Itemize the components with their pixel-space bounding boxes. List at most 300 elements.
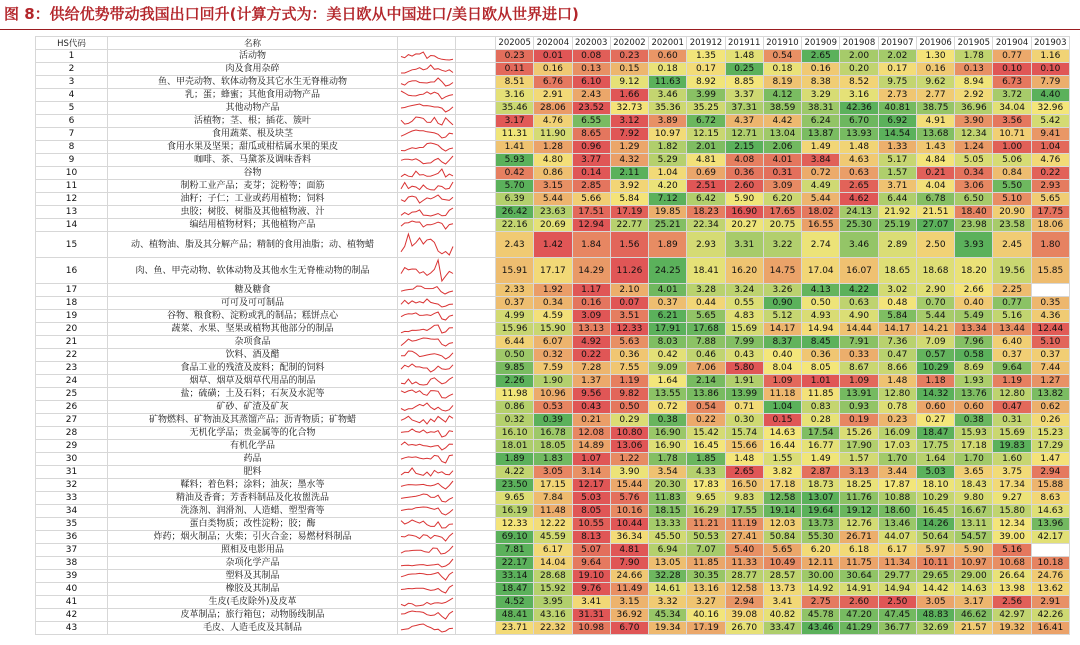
value-cell: 7.99: [725, 336, 763, 349]
sparkline: [398, 206, 456, 218]
value-cell: 32.73: [610, 102, 648, 115]
col-header-period: 201906: [916, 37, 954, 50]
sparkline: [398, 336, 456, 348]
value-cell: 15.23: [1031, 427, 1069, 440]
value-cell: 48.41: [496, 609, 534, 622]
value-cell: 29.77: [878, 570, 916, 583]
spacer-cell: [456, 479, 496, 492]
value-cell: 9.27: [993, 492, 1031, 505]
value-cell: 0.23: [878, 414, 916, 427]
product-name-cell: 照相及电影用品: [108, 544, 398, 557]
value-cell: 12.34: [955, 128, 993, 141]
value-cell: 18.02: [802, 206, 840, 219]
value-cell: 14.17: [763, 323, 801, 336]
value-cell: 0.60: [955, 401, 993, 414]
spacer-cell: [456, 427, 496, 440]
sparkline: [398, 167, 456, 179]
value-cell: 16.45: [687, 440, 725, 453]
value-cell: 10.96: [534, 388, 572, 401]
value-cell: 5.44: [534, 193, 572, 206]
value-cell: 5.84: [878, 310, 916, 323]
sparkline-path: [401, 104, 453, 112]
spacer-cell: [456, 50, 496, 63]
spacer-cell: [456, 232, 496, 258]
value-cell: 17.90: [840, 440, 878, 453]
value-cell: 9.56: [572, 388, 610, 401]
value-cell: 14.21: [916, 323, 954, 336]
spacer-cell: [456, 440, 496, 453]
value-cell: 1.60: [993, 453, 1031, 466]
value-cell: 1.84: [572, 232, 610, 258]
value-cell: 14.94: [878, 583, 916, 596]
value-cell: 2.50: [916, 232, 954, 258]
value-cell: 0.21: [572, 414, 610, 427]
value-cell: 0.54: [763, 50, 801, 63]
value-cell: 14.92: [802, 583, 840, 596]
value-cell: 36.92: [610, 609, 648, 622]
value-cell: 0.78: [878, 401, 916, 414]
value-cell: 17.83: [687, 479, 725, 492]
value-cell: 22.34: [687, 219, 725, 232]
value-cell: 17.19: [610, 206, 648, 219]
value-cell: 13.76: [955, 388, 993, 401]
sparkline-path: [401, 481, 453, 489]
value-cell: 7.59: [534, 362, 572, 375]
value-cell: 16.77: [802, 440, 840, 453]
trend-sparkline-cell: [398, 609, 456, 622]
value-cell: 8.85: [725, 76, 763, 89]
value-cell: 6.44: [496, 336, 534, 349]
value-cell: 24.66: [610, 570, 648, 583]
sparkline-path: [401, 598, 453, 606]
value-cell: 0.13: [955, 63, 993, 76]
product-name-cell: 编结用植物材料；其他植物产品: [108, 219, 398, 232]
value-cell: 1.48: [725, 50, 763, 63]
value-cell: 7.96: [955, 336, 993, 349]
value-cell: 8.45: [802, 336, 840, 349]
hs-code-cell: 16: [36, 258, 108, 284]
value-cell: 6.72: [687, 115, 725, 128]
value-cell: 17.54: [802, 427, 840, 440]
value-cell: 50.84: [763, 531, 801, 544]
value-cell: 3.02: [878, 284, 916, 297]
trend-sparkline-cell: [398, 349, 456, 362]
value-cell: 5.80: [725, 362, 763, 375]
value-cell: 19.12: [840, 505, 878, 518]
value-cell: 3.22: [763, 232, 801, 258]
value-cell: 9.64: [572, 557, 610, 570]
value-cell: 14.54: [878, 128, 916, 141]
col-header-period: 201905: [955, 37, 993, 50]
value-cell: 3.16: [496, 89, 534, 102]
table-row: [36, 466, 1070, 479]
product-name-cell: 食用蔬菜、根及块茎: [108, 128, 398, 141]
value-cell: 6.10: [572, 76, 610, 89]
value-cell: 12.11: [802, 557, 840, 570]
value-cell: 0.43: [572, 401, 610, 414]
value-cell: 4.90: [840, 310, 878, 323]
value-cell: 7.06: [687, 362, 725, 375]
value-cell: 0.38: [649, 414, 687, 427]
table-row: [36, 596, 1070, 609]
col-header-period: 202004: [534, 37, 572, 50]
value-cell: 45.34: [649, 609, 687, 622]
product-name-cell: 矿物燃料、矿物油及其蒸馏产品；沥青物质；矿物蜡: [108, 414, 398, 427]
sparkline: [398, 609, 456, 621]
spacer-cell: [456, 219, 496, 232]
trend-sparkline-cell: [398, 440, 456, 453]
value-cell: 15.88: [1031, 479, 1069, 492]
table-row: [36, 258, 1070, 284]
value-cell: 16.67: [955, 505, 993, 518]
value-cell: 0.18: [649, 63, 687, 76]
value-cell: 10.55: [572, 518, 610, 531]
value-cell: 24.76: [1031, 570, 1069, 583]
table-row: [36, 531, 1070, 544]
trend-sparkline-cell: [398, 63, 456, 76]
table-row: [36, 310, 1070, 323]
value-cell: 4.33: [687, 466, 725, 479]
value-cell: 0.07: [610, 297, 648, 310]
value-cell: 18.10: [916, 479, 954, 492]
value-cell: 21.57: [955, 622, 993, 635]
table-row: [36, 167, 1070, 180]
value-cell: 12.58: [725, 583, 763, 596]
table-row: [36, 115, 1070, 128]
value-cell: 0.29: [610, 414, 648, 427]
value-cell: 0.40: [763, 349, 801, 362]
col-header-period: 201911: [725, 37, 763, 50]
value-cell: 12.33: [496, 518, 534, 531]
product-name-cell: 塑料及其制品: [108, 570, 398, 583]
value-cell: 3.75: [993, 466, 1031, 479]
sparkline: [398, 193, 456, 205]
value-cell: 50.53: [687, 531, 725, 544]
product-name-cell: 生皮(毛皮除外)及皮革: [108, 596, 398, 609]
spacer-cell: [456, 609, 496, 622]
value-cell: 13.98: [993, 583, 1031, 596]
product-name-cell: 鱼、甲壳动物、软体动物及其它水生无脊椎动物: [108, 76, 398, 89]
spacer-cell: [456, 284, 496, 297]
value-cell: 39.00: [993, 531, 1031, 544]
value-cell: 11.83: [649, 492, 687, 505]
value-cell: 3.41: [572, 596, 610, 609]
table-row: [36, 154, 1070, 167]
sparkline: [398, 141, 456, 153]
value-cell: 8.69: [955, 362, 993, 375]
sparkline: [398, 76, 456, 88]
spacer-cell: [456, 362, 496, 375]
product-name-cell: 饮料、酒及醋: [108, 349, 398, 362]
table-row: [36, 180, 1070, 193]
value-cell: 0.08: [572, 50, 610, 63]
table-row: [36, 349, 1070, 362]
value-cell: 23.63: [534, 206, 572, 219]
trend-sparkline-cell: [398, 388, 456, 401]
col-header-period: 201909: [802, 37, 840, 50]
value-cell: 5.90: [725, 193, 763, 206]
value-cell: 4.37: [725, 115, 763, 128]
value-cell: 13.73: [763, 583, 801, 596]
value-cell: 8.65: [572, 128, 610, 141]
sparkline: [398, 544, 456, 556]
value-cell: 17.55: [725, 505, 763, 518]
trend-sparkline-cell: [398, 323, 456, 336]
value-cell: 12.34: [993, 518, 1031, 531]
value-cell: 26.70: [725, 622, 763, 635]
header-row: [36, 37, 1070, 50]
value-cell: 0.44: [687, 297, 725, 310]
value-cell: 10.16: [610, 505, 648, 518]
product-name-cell: 橡胶及其制品: [108, 583, 398, 596]
value-cell: 2.93: [687, 232, 725, 258]
value-cell: 3.32: [649, 596, 687, 609]
value-cell: 0.36: [610, 349, 648, 362]
value-cell: 3.46: [840, 232, 878, 258]
value-cell: 0.16: [534, 63, 572, 76]
value-cell: 1.01: [802, 375, 840, 388]
value-cell: 5.65: [763, 544, 801, 557]
value-cell: 3.46: [649, 89, 687, 102]
value-cell: 20.75: [763, 219, 801, 232]
trend-sparkline-cell: [398, 518, 456, 531]
table-row: [36, 609, 1070, 622]
value-cell: 0.32: [534, 349, 572, 362]
value-cell: 15.85: [1031, 258, 1069, 284]
value-cell: 13.99: [725, 388, 763, 401]
value-cell: 9.65: [687, 492, 725, 505]
sparkline: [398, 375, 456, 387]
spacer-cell: [456, 102, 496, 115]
value-cell: 2.56: [993, 596, 1031, 609]
value-cell: 7.79: [1031, 76, 1069, 89]
col-header-name: 名称: [108, 37, 398, 50]
sparkline-path: [401, 91, 453, 99]
value-cell: 31.31: [572, 609, 610, 622]
value-cell: 23.71: [496, 622, 534, 635]
value-cell: 0.77: [993, 297, 1031, 310]
value-cell: 6.92: [878, 115, 916, 128]
value-cell: 7.12: [649, 193, 687, 206]
sparkline-path: [401, 455, 453, 463]
hs-code-cell: 3: [36, 76, 108, 89]
value-cell: 11.75: [840, 557, 878, 570]
spacer-cell: [456, 63, 496, 76]
value-cell: 0.43: [725, 349, 763, 362]
sparkline: [398, 362, 456, 374]
value-cell: 0.30: [725, 414, 763, 427]
value-cell: 36.34: [610, 531, 648, 544]
sparkline-path: [401, 364, 453, 372]
product-name-cell: 皮革制品；旅行箱包；动物肠线制品: [108, 609, 398, 622]
trend-sparkline-cell: [398, 219, 456, 232]
value-cell: 4.59: [534, 310, 572, 323]
value-cell: 14.29: [572, 258, 610, 284]
value-cell: 11.76: [840, 492, 878, 505]
value-cell: 0.86: [496, 401, 534, 414]
value-cell: 0.33: [840, 349, 878, 362]
value-cell: 2.92: [955, 89, 993, 102]
value-cell: 4.80: [534, 154, 572, 167]
value-cell: 2.91: [534, 89, 572, 102]
value-cell: 5.44: [916, 310, 954, 323]
value-cell: 5.90: [955, 544, 993, 557]
value-cell: 13.91: [840, 388, 878, 401]
value-cell: 3.27: [687, 596, 725, 609]
value-cell: 7.91: [840, 336, 878, 349]
value-cell: 11.85: [687, 557, 725, 570]
sparkline: [398, 492, 456, 504]
value-cell: 20.30: [649, 479, 687, 492]
value-cell: 21.51: [916, 206, 954, 219]
value-cell: 26.71: [840, 531, 878, 544]
value-cell: 13.62: [1031, 583, 1069, 596]
spacer-cell: [456, 466, 496, 479]
value-cell: 17.65: [763, 206, 801, 219]
value-cell: 0.86: [534, 167, 572, 180]
trend-sparkline-cell: [398, 89, 456, 102]
value-cell: 45.50: [649, 531, 687, 544]
value-cell: 16.20: [725, 258, 763, 284]
spacer-cell: [456, 258, 496, 284]
value-cell: 0.18: [763, 63, 801, 76]
hs-code-cell: 37: [36, 544, 108, 557]
value-cell: 3.37: [725, 89, 763, 102]
value-cell: 6.39: [496, 193, 534, 206]
value-cell: 14.42: [916, 583, 954, 596]
value-cell: 0.69: [687, 167, 725, 180]
value-cell: 0.34: [955, 167, 993, 180]
value-cell: 0.22: [687, 414, 725, 427]
value-cell: 1.17: [572, 284, 610, 297]
value-cell: 9.85: [496, 362, 534, 375]
value-cell: 5.49: [955, 310, 993, 323]
table-row: [36, 427, 1070, 440]
value-cell: 8.38: [802, 76, 840, 89]
sparkline-path: [401, 559, 453, 567]
hs-code-cell: 29: [36, 440, 108, 453]
sparkline-path: [401, 221, 453, 229]
value-cell: 1.24: [955, 141, 993, 154]
value-cell: 4.20: [649, 180, 687, 193]
value-cell: 0.90: [763, 297, 801, 310]
spacer-cell: [456, 518, 496, 531]
hs-code-cell: 6: [36, 115, 108, 128]
value-cell: 2.10: [610, 284, 648, 297]
value-cell: 2.94: [1031, 466, 1069, 479]
value-cell: 16.09: [878, 427, 916, 440]
value-cell: 14.89: [572, 440, 610, 453]
value-cell: 36.77: [878, 622, 916, 635]
value-cell: 42.97: [993, 609, 1031, 622]
value-cell: 18.41: [687, 258, 725, 284]
value-cell: 6.50: [955, 193, 993, 206]
value-cell: 3.14: [572, 466, 610, 479]
value-cell: 2.11: [610, 167, 648, 180]
value-cell: 46.62: [955, 609, 993, 622]
value-cell: 3.09: [572, 310, 610, 323]
value-cell: 3.16: [840, 89, 878, 102]
value-cell: 11.98: [496, 388, 534, 401]
sparkline: [398, 349, 456, 361]
value-cell: 18.20: [955, 258, 993, 284]
value-cell: 5.17: [878, 154, 916, 167]
value-cell: 2.94: [725, 596, 763, 609]
value-cell: 8.51: [496, 76, 534, 89]
value-cell: 1.78: [955, 50, 993, 63]
value-cell: 5.70: [496, 180, 534, 193]
sparkline: [398, 128, 456, 140]
value-cell: 4.22: [496, 466, 534, 479]
value-cell: 33.14: [496, 570, 534, 583]
value-cell: 3.56: [993, 115, 1031, 128]
value-cell: 6.07: [534, 336, 572, 349]
value-cell: 16.29: [687, 505, 725, 518]
value-cell: 14.91: [840, 583, 878, 596]
trend-sparkline-cell: [398, 453, 456, 466]
value-cell: 3.13: [840, 466, 878, 479]
value-cell: 2.50: [878, 596, 916, 609]
sparkline: [398, 310, 456, 322]
product-name-cell: 制粉工业产品；麦芽；淀粉等；面筋: [108, 180, 398, 193]
value-cell: 0.60: [649, 50, 687, 63]
trend-sparkline-cell: [398, 505, 456, 518]
value-cell: 2.65: [725, 466, 763, 479]
value-cell: 6.24: [802, 115, 840, 128]
value-cell: 4.63: [840, 154, 878, 167]
value-cell: 14.26: [916, 518, 954, 531]
value-cell: 1.37: [572, 375, 610, 388]
col-header-sparkline: [398, 37, 456, 50]
value-cell: 1.56: [610, 232, 648, 258]
value-cell: 3.93: [955, 232, 993, 258]
sparkline: [398, 583, 456, 595]
value-cell: 0.15: [610, 63, 648, 76]
hs-code-cell: 15: [36, 232, 108, 258]
value-cell: 23.52: [572, 102, 610, 115]
col-header-period: 202001: [649, 37, 687, 50]
value-cell: 1.18: [916, 375, 954, 388]
value-cell: 19.56: [993, 258, 1031, 284]
sparkline: [398, 115, 456, 127]
spacer-cell: [456, 453, 496, 466]
value-cell: 3.15: [534, 180, 572, 193]
spacer-cell: [456, 167, 496, 180]
value-cell: 8.66: [878, 362, 916, 375]
col-header-period: 202002: [610, 37, 648, 50]
value-cell: 47.45: [878, 609, 916, 622]
value-cell: 12.22: [534, 518, 572, 531]
value-cell: 0.40: [955, 297, 993, 310]
sparkline: [398, 570, 456, 582]
value-cell: 6.20: [763, 193, 801, 206]
value-cell: 1.19: [610, 375, 648, 388]
value-cell: 0.01: [534, 50, 572, 63]
product-name-cell: 肉、鱼、甲壳动物、软体动物及其他水生无脊椎动物的制品: [108, 258, 398, 284]
sparkline-path: [401, 52, 453, 60]
value-cell: 7.55: [610, 362, 648, 375]
value-cell: 17.15: [534, 479, 572, 492]
value-cell: 1.89: [496, 453, 534, 466]
value-cell: 0.37: [496, 297, 534, 310]
value-cell: 13.06: [610, 440, 648, 453]
value-cell: 4.81: [687, 154, 725, 167]
value-cell: 5.84: [610, 193, 648, 206]
value-cell: 4.01: [763, 154, 801, 167]
value-cell: 3.44: [878, 466, 916, 479]
value-cell: 0.54: [687, 401, 725, 414]
value-cell: 18.23: [687, 206, 725, 219]
